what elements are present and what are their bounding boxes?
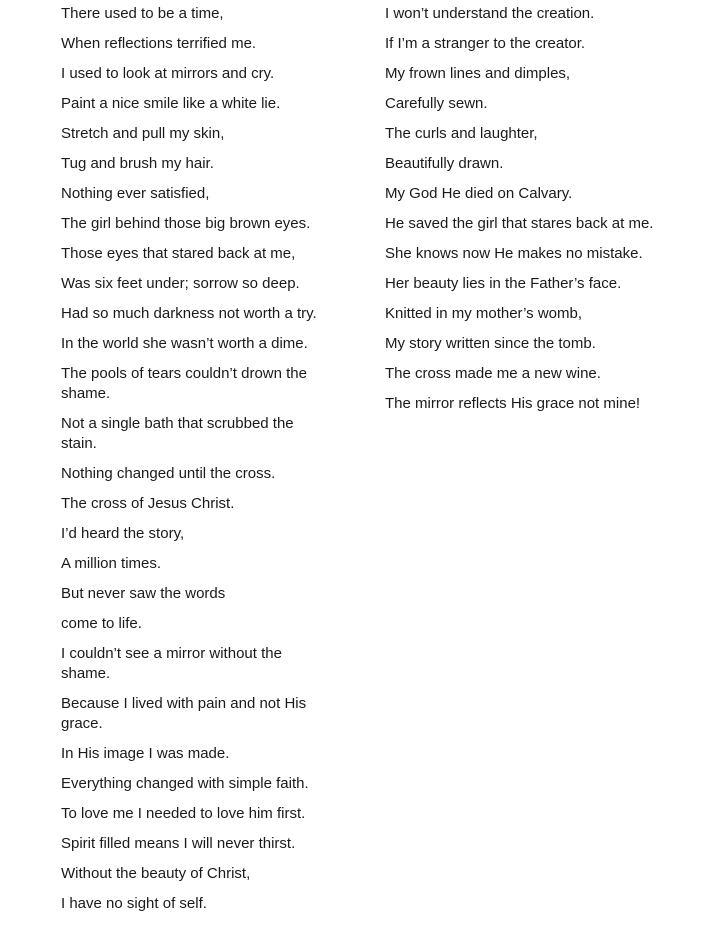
poem-line: In His image I was made. <box>61 745 230 762</box>
poem-line: In the world she wasn’t worth a dime. <box>61 335 308 352</box>
poem-line: I have no sight of self. <box>61 895 207 912</box>
poem-line: I won’t understand the creation. <box>385 5 595 22</box>
poem-line: The cross made me a new wine. <box>385 365 601 382</box>
poem-line: The pools of tears couldn’t drown the shame. <box>61 365 307 402</box>
poem-line: Spirit filled means I will never thirst. <box>61 835 296 852</box>
poem-line: Her beauty lies in the Father’s face. <box>385 275 622 292</box>
poem-line: My frown lines and dimples, <box>385 65 571 82</box>
poem-left-column <box>61 4 329 924</box>
poem-line: My story written since the tomb. <box>385 335 596 352</box>
poem-line: I used to look at mirrors and cry. <box>61 65 275 82</box>
poem-line: The girl behind those big brown eyes. <box>61 215 311 232</box>
poem-line: Those eyes that stared back at me, <box>61 245 296 262</box>
poem-line: Paint a nice smile like a white lie. <box>61 95 281 112</box>
poem-line: The cross of Jesus Christ. <box>61 495 235 512</box>
poem-line: To love me I needed to love him first. <box>61 805 306 822</box>
poem-line: Nothing ever satisfied, <box>61 185 210 202</box>
poem-line: Everything changed with simple faith. <box>61 775 309 792</box>
poem-line: I’d heard the story, <box>61 525 185 542</box>
poem-line: The curls and laughter, <box>385 125 538 142</box>
poem-line: Carefully sewn. <box>385 95 488 112</box>
poem-line: A million times. <box>61 555 162 572</box>
poem-line: Was six feet under; sorrow so deep. <box>61 275 300 292</box>
poem-line: He saved the girl that stares back at me. <box>385 215 654 232</box>
poem-line: Tug and brush my hair. <box>61 155 214 172</box>
poem-line: Without the beauty of Christ, <box>61 865 251 882</box>
poem-line: The mirror reflects His grace not mine! <box>385 395 641 412</box>
poem-line: When reflections terrified me. <box>61 35 257 52</box>
poem-line: Knitted in my mother’s womb, <box>385 305 583 322</box>
poem-line: come to life. <box>61 615 142 632</box>
poem-line: My God He died on Calvary. <box>385 185 573 202</box>
poem-line: But never saw the words <box>61 585 226 602</box>
poem-line: Because I lived with pain and not His grace. <box>61 695 307 732</box>
poem-line: Not a single bath that scrubbed the stain. <box>61 415 294 452</box>
poem-line: Had so much darkness not worth a try. <box>61 305 317 322</box>
poem-line: Nothing changed until the cross. <box>61 465 276 482</box>
poem-line: There used to be a time, <box>61 5 224 22</box>
poem-right-column <box>385 4 685 424</box>
poem-line: I couldn’t see a mirror without the shame. <box>61 645 282 682</box>
poem-line: She knows now He makes no mistake. <box>385 245 643 262</box>
poem-line: If I’m a stranger to the creator. <box>385 35 586 52</box>
poem-line: Beautifully drawn. <box>385 155 504 172</box>
poem-line: Stretch and pull my skin, <box>61 125 225 142</box>
